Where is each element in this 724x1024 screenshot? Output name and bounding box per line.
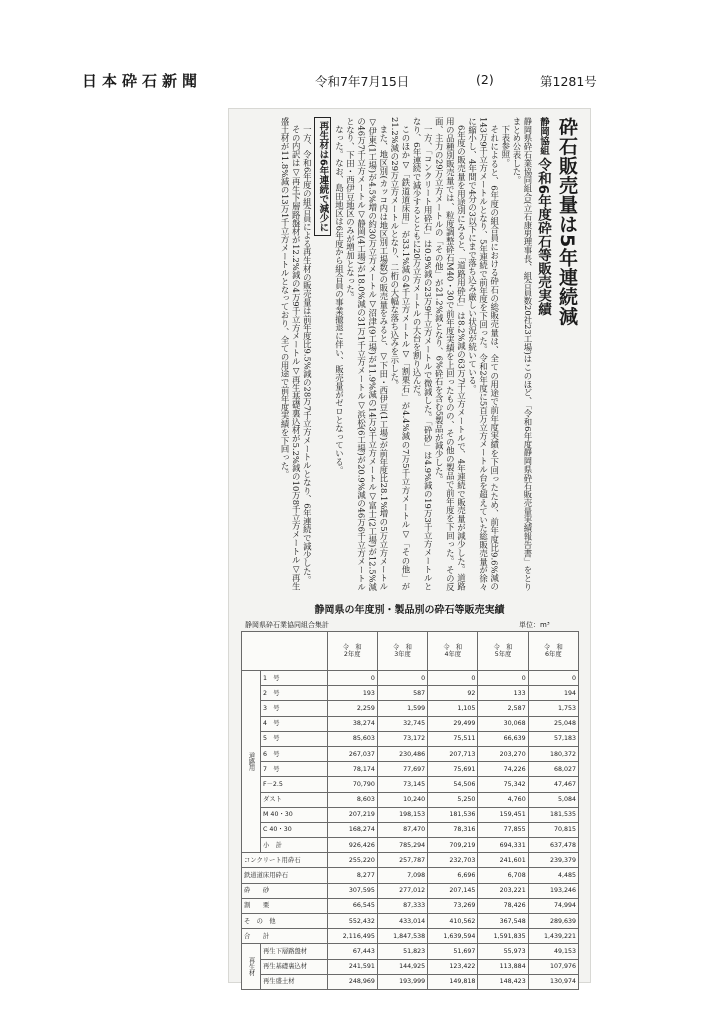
table-cell: 180,372	[528, 746, 578, 761]
article-subheadline: 令和6年度砕石等販売実績	[535, 157, 551, 316]
table-cell: 54,506	[428, 777, 478, 792]
sales-table	[241, 631, 579, 990]
table-cell: 75,691	[428, 762, 478, 777]
table-cell: 0	[528, 671, 578, 686]
column-header: 令 和 4年度	[428, 632, 478, 671]
article-headline: 砕石販売量は5年連続減	[556, 117, 578, 326]
row-label: C 40・30	[261, 822, 328, 837]
table-cell: 73,145	[377, 777, 427, 792]
table-cell: 10,240	[377, 792, 427, 807]
table-row	[242, 868, 579, 883]
table-cell: 193,246	[528, 883, 578, 898]
table-cell: 248,969	[327, 974, 377, 989]
table-cell: 241,601	[478, 853, 528, 868]
table-cell: 78,174	[327, 762, 377, 777]
row-label: 7 号	[261, 762, 328, 777]
table-cell: 4,760	[478, 792, 528, 807]
table-cell: 0	[428, 671, 478, 686]
table-cell: 0	[327, 671, 377, 686]
table-cell: 203,221	[478, 883, 528, 898]
table-cell: 74,226	[478, 762, 528, 777]
table-row	[242, 898, 579, 913]
table-cell: 130,974	[528, 974, 578, 989]
table-row	[242, 686, 579, 701]
publication-date: 令和7年7月15日	[315, 74, 410, 89]
table-cell: 239,379	[528, 853, 578, 868]
table-row	[242, 959, 579, 974]
table-cell: 38,274	[327, 716, 377, 731]
table-cell: 6,708	[478, 868, 528, 883]
table-cell: 107,976	[528, 959, 578, 974]
table-row	[242, 746, 579, 761]
table-cell: 198,153	[377, 807, 427, 822]
table-cell: 2,116,495	[327, 929, 377, 944]
table-cell: 78,426	[478, 898, 528, 913]
table-source: 静岡県砕石業協同組合集計	[245, 621, 329, 629]
table-cell: 433,014	[377, 914, 427, 929]
row-label: 鉄道道床用砕石	[242, 868, 328, 883]
issue-number: 第1281号	[540, 74, 597, 89]
table-cell: 4,485	[528, 868, 578, 883]
table-cell: 70,790	[327, 777, 377, 792]
table-row	[242, 838, 579, 853]
table-cell: 148,423	[478, 974, 528, 989]
table-cell: 55,973	[478, 944, 528, 959]
row-label: 再生下層路盤材	[261, 944, 328, 959]
table-cell: 181,536	[428, 807, 478, 822]
table-header-row	[242, 632, 579, 671]
row-group-label: 再生材	[242, 944, 261, 990]
row-label: 合 計	[242, 929, 328, 944]
table-cell: 277,012	[377, 883, 427, 898]
table-cell: 587	[377, 686, 427, 701]
table-cell: 73,172	[377, 731, 427, 746]
table-cell: 77,697	[377, 762, 427, 777]
table-cell: 92	[428, 686, 478, 701]
table-cell: 207,219	[327, 807, 377, 822]
table-cell: 78,316	[428, 822, 478, 837]
row-label: 4 号	[261, 716, 328, 731]
table-cell: 70,815	[528, 822, 578, 837]
table-cell: 0	[377, 671, 427, 686]
table-unit: 単位：m³	[519, 621, 550, 629]
row-label: 2 号	[261, 686, 328, 701]
table-cell: 149,818	[428, 974, 478, 989]
row-label: F－2.5	[261, 777, 328, 792]
table-cell: 1,599	[377, 701, 427, 716]
row-label: 6 号	[261, 746, 328, 761]
article-paragraph: 下表参照。	[500, 125, 511, 168]
table-cell: 5,250	[428, 792, 478, 807]
table-cell: 181,535	[528, 807, 578, 822]
table-cell: 67,443	[327, 944, 377, 959]
table-cell: 785,294	[377, 838, 427, 853]
table-cell: 5,084	[528, 792, 578, 807]
table-cell: 193,999	[377, 974, 427, 989]
row-label: 砕 砂	[242, 883, 328, 898]
table-cell: 207,145	[428, 883, 478, 898]
table-cell: 203,270	[478, 746, 528, 761]
page-number: (2)	[476, 72, 494, 87]
table-cell: 85,603	[327, 731, 377, 746]
article-paragraph: それによると、6年度の組合員における砕石の総販売量は、全ての用途で前年度実績を下回ったため、前年度比9.6%減の143万9千立方メートルとなり、5年連続で前年度を下回った。令和2年度に5百万立方メートル台を超えていた総販売量が徐々に縮小し、4年間で4分の3以下にまで落ち込み厳しい状況が続いている。	[467, 117, 500, 591]
newspaper-clipping	[228, 108, 591, 986]
table-cell: 123,422	[428, 959, 478, 974]
row-label: 小 計	[261, 838, 328, 853]
table-cell: 194	[528, 686, 578, 701]
table-row	[242, 792, 579, 807]
table-cell: 73,269	[428, 898, 478, 913]
table-cell: 267,037	[327, 746, 377, 761]
column-header: 令 和 5年度	[478, 632, 528, 671]
table-cell: 2,587	[478, 701, 528, 716]
row-label: 割 栗	[242, 898, 328, 913]
table-cell: 0	[478, 671, 528, 686]
table-cell: 8,277	[327, 868, 377, 883]
article-paragraph: 一方、「コンクリート用砕石」は0.9%減の23万9千立方メートルで微減した。「砕砂」は4.9%減の19万3千立方メートルとなり、6年連続で減少するとともに20万立方メートルの大台を割り込んだ。	[412, 117, 434, 591]
table-cell: 49,153	[528, 944, 578, 959]
table-cell: 113,884	[478, 959, 528, 974]
table-cell: 75,511	[428, 731, 478, 746]
row-label: 3 号	[261, 701, 328, 716]
association-label: 静岡協組	[538, 117, 549, 155]
table-cell: 255,220	[327, 853, 377, 868]
table-cell: 51,823	[377, 944, 427, 959]
table-cell: 1,439,221	[528, 929, 578, 944]
table-cell: 232,703	[428, 853, 478, 868]
table-row	[242, 974, 579, 989]
row-label: 再生盛土材	[261, 974, 328, 989]
table-cell: 47,467	[528, 777, 578, 792]
row-label: そ の 他	[242, 914, 328, 929]
table-cell: 144,925	[377, 959, 427, 974]
table-row	[242, 914, 579, 929]
row-label: 1 号	[261, 671, 328, 686]
table-cell: 77,855	[478, 822, 528, 837]
table-row	[242, 883, 579, 898]
table-cell: 6,696	[428, 868, 478, 883]
table-cell: 552,432	[327, 914, 377, 929]
table-cell: 29,499	[428, 716, 478, 731]
table-cell: 207,713	[428, 746, 478, 761]
table-cell: 289,639	[528, 914, 578, 929]
table-header-corner	[242, 632, 328, 671]
table-row	[242, 701, 579, 716]
table-row	[242, 731, 579, 746]
table-title: 静岡県の年度別・製品別の砕石等販売実績	[314, 605, 505, 616]
column-header: 令 和 6年度	[528, 632, 578, 671]
box-paragraph: 一方、令和6年度の組合員による再生材の販売量は前年度比9.5%減の28万7千立方メートルとなり、6年連続で減少した。	[302, 125, 313, 585]
box-paragraph: その内訳は▽再生下層路盤材が12.2%減の4万9千立方メートル▽再生基礎裏込材が5.2%減の10万8千立方メートル▽再生盛土材が11.8%減の13万1千立方メートルとなっており、全ての用途で前年度実績を下回った。	[280, 117, 302, 591]
table-cell: 87,470	[377, 822, 427, 837]
table-cell: 66,545	[327, 898, 377, 913]
table-cell: 74,994	[528, 898, 578, 913]
table-cell: 8,603	[327, 792, 377, 807]
table-cell: 57,183	[528, 731, 578, 746]
table-row	[242, 822, 579, 837]
article-paragraph: また、地区別(カッコ内は地区別工場数)の販売量をみると、▽下田・西伊豆(1工場)が前年度比28.1%増の5万立方メートル▽伊東(1工場)が4.5%増の約30万立方メートル▽沼津(9工場)が11.9%減の14万3千立方メートル▽富士(2工場)が12.5%減の46万7千立方メートル▽静岡(4工場)が18.0%減の31万1千立方メートル▽浜松(6工場)が20.9%減の46万6千立方メートルとなり、下田・西伊豆地区のみが増加となった。	[345, 117, 389, 591]
row-label: 再生基礎裏込材	[261, 959, 328, 974]
table-cell: 1,591,835	[478, 929, 528, 944]
article-paragraph: 静岡県砕石業協同組合(立石康男理事長、組合員数20社23工場)はこのほど、「令和6年度静岡県砕石販売量実績報告書」をとりまとめ公表した。	[511, 117, 533, 591]
table-cell: 87,333	[377, 898, 427, 913]
table-cell: 159,451	[478, 807, 528, 822]
row-label: 5 号	[261, 731, 328, 746]
row-label: M 40・30	[261, 807, 328, 822]
table-cell: 25,048	[528, 716, 578, 731]
table-cell: 926,426	[327, 838, 377, 853]
table-cell: 1,105	[428, 701, 478, 716]
table-cell: 168,274	[327, 822, 377, 837]
table-cell: 193	[327, 686, 377, 701]
table-cell: 51,697	[428, 944, 478, 959]
article-paragraph: 6年度の販売量を用途別にみると、「道路用砕石」は8.2%減の63万7千立方メートルで、4年連続で販売量が減少した。道路用の品種別販売量では、粒度調整砕石M40・30で前年度実績を上回ったものの、その他の製品で前年度を下回った。その反面、主力の29万立方メートルの「その他」が21.2%減となり、6%砕石を含む5製品が減少した。	[434, 117, 467, 591]
table-row	[242, 762, 579, 777]
table-row	[242, 853, 579, 868]
table-cell: 694,331	[478, 838, 528, 853]
table-cell: 66,639	[478, 731, 528, 746]
table-cell: 367,548	[478, 914, 528, 929]
table-cell: 75,342	[478, 777, 528, 792]
article-body	[235, 117, 580, 591]
table-cell: 1,753	[528, 701, 578, 716]
table-cell: 2,259	[327, 701, 377, 716]
table-cell: 133	[478, 686, 528, 701]
column-header: 令 和 2年度	[327, 632, 377, 671]
table-row	[242, 944, 579, 959]
table-row	[242, 777, 579, 792]
table-cell: 307,595	[327, 883, 377, 898]
column-header: 令 和 3年度	[377, 632, 427, 671]
table-row	[242, 807, 579, 822]
table-cell: 1,847,538	[377, 929, 427, 944]
table-cell: 7,098	[377, 868, 427, 883]
table-row	[242, 716, 579, 731]
row-label: ダスト	[261, 792, 328, 807]
article-paragraph: なった。なお、島田地区は6年度から組合員の事業撤退に伴い、販売量がゼロとなっている。	[334, 125, 345, 475]
publication-name: 日本砕石新聞	[82, 72, 203, 90]
table-cell: 32,745	[377, 716, 427, 731]
table-cell: 709,219	[428, 838, 478, 853]
article-paragraph: このほか▽「鉄道道床用」が33.1%減の4千立方メートル▽「割栗石」が4.4%減の7万5千立方メートル▽「その他」が21.2%減の29万立方メートルとなり、二桁の大幅な落ち込みを示した。	[389, 117, 411, 591]
row-label: コンクリート用砕石	[242, 853, 328, 868]
table-cell: 30,068	[478, 716, 528, 731]
table-cell: 257,787	[377, 853, 427, 868]
page-header	[82, 70, 602, 100]
table-row	[242, 671, 579, 686]
row-group-label: 道路用	[242, 671, 261, 853]
table-cell: 230,486	[377, 746, 427, 761]
article-subhead-block	[533, 117, 553, 591]
table-cell: 1,639,594	[428, 929, 478, 944]
table-cell: 637,478	[528, 838, 578, 853]
table-cell: 410,562	[428, 914, 478, 929]
table-row	[242, 929, 579, 944]
table-cell: 241,591	[327, 959, 377, 974]
box-heading: 再生材は6年連続で減少に	[314, 117, 331, 236]
table-cell: 68,027	[528, 762, 578, 777]
